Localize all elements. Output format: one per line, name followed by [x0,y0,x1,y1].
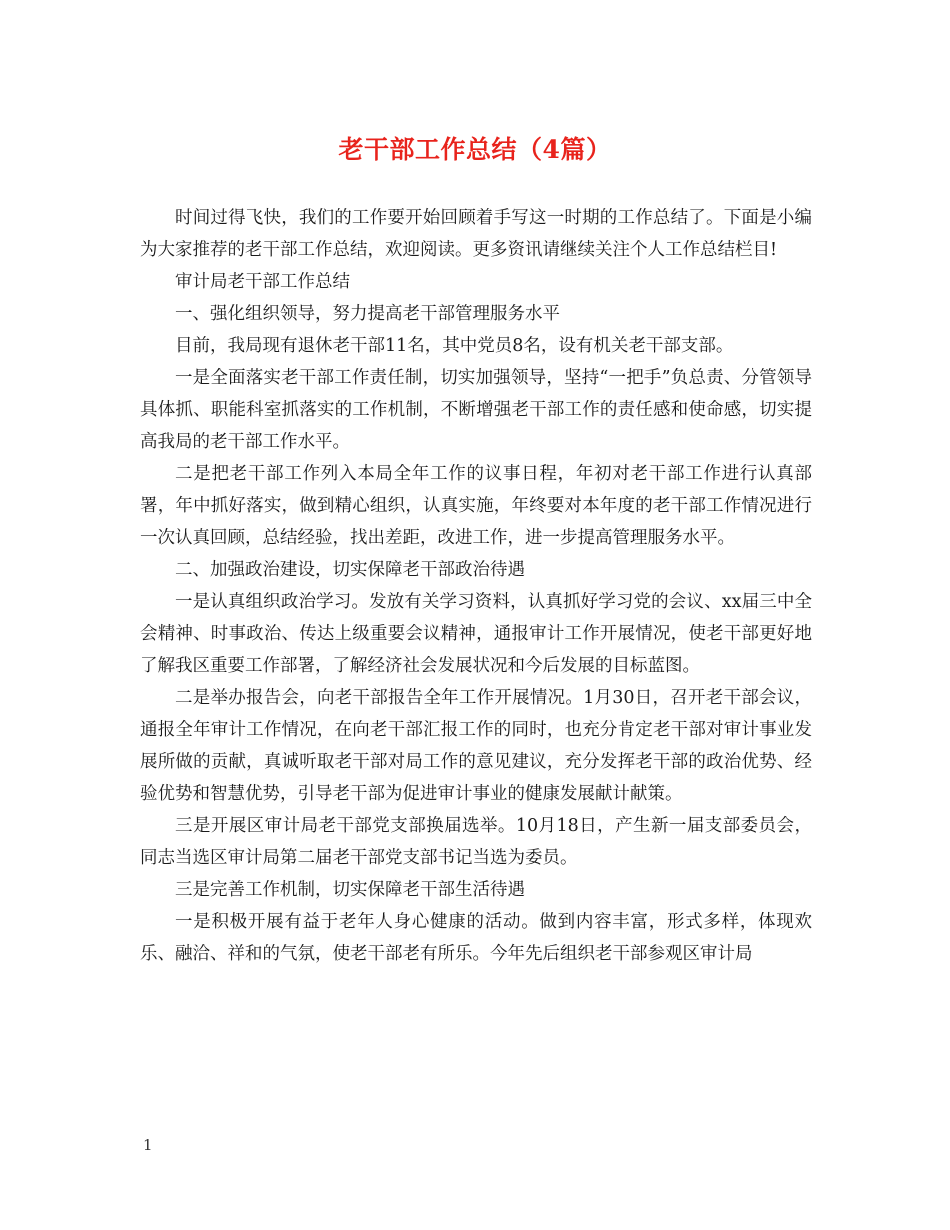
paragraph-intro: 时间过得飞快，我们的工作要开始回顾着手写这一时期的工作总结了。下面是小编为大家推荐的老干部工作总结，欢迎阅读。更多资讯请继续关注个人工作总结栏目! [140,208,812,260]
paragraph-heading-2: 二、加强政治建设，切实保障老干部政治待遇 [175,560,525,580]
page-number: 1 [143,1136,153,1154]
paragraph-report-meeting: 二是举办报告会，向老干部报告全年工作开展情况。1月30日，召开老干部会议，通报全年审计工作情况，在向老干部汇报工作的同时，也充分肯定老干部对审计事业发展所做的贡献，真诚听取老干部对局工作的意见建议，充分发挥老干部的政治优势、经验优势和智慧优势，引导老干部为促进审计事业的健康发展献计献策。 [140,688,812,804]
document-title: 老干部工作总结（4篇） [338,135,612,164]
paragraph-agenda: 二是把老干部工作列入本局全年工作的议事日程，年初对老干部工作进行认真部署，年中抓好落实，做到精心组织，认真实施，年终要对本年度的老干部工作情况进行一次认真回顾，总结经验，找出差距，改进工作，进一步提高管理服务水平。 [140,464,812,548]
document-body [140,202,812,970]
paragraph-election: 三是开展区审计局老干部党支部换届选举。10月18日，产生新一届支部委员会，同志当选区审计局第二届老干部党支部书记当选为委员。 [140,816,812,868]
paragraph-staff-count: 目前，我局现有退休老干部11名，其中党员8名，设有机关老干部支部。 [175,336,734,356]
paragraph-heading-3: 三是完善工作机制，切实保障老干部生活待遇 [175,880,525,900]
paragraph-responsibility: 一是全面落实老干部工作责任制，切实加强领导，坚持“一把手”负总责、分管领导具体抓、职能科室抓落实的工作机制，不断增强老干部工作的责任感和使命感，切实提高我局的老干部工作水平。 [140,368,812,452]
paragraph-political-study: 一是认真组织政治学习。发放有关学习资料，认真抓好学习党的会议、xx届三中全会精神、时事政治、传达上级重要会议精神，通报审计工作开展情况，使老干部更好地了解我区重要工作部署，了解经济社会发展状况和今后发展的目标蓝图。 [140,592,812,676]
paragraph-heading-1: 一、强化组织领导，努力提高老干部管理服务水平 [175,304,560,324]
paragraph-activities: 一是积极开展有益于老年人身心健康的活动。做到内容丰富，形式多样，体现欢乐、融洽、祥和的气氛，使老干部老有所乐。今年先后组织老干部参观区审计局 [140,912,812,964]
paragraph-section-title: 审计局老干部工作总结 [175,272,350,292]
